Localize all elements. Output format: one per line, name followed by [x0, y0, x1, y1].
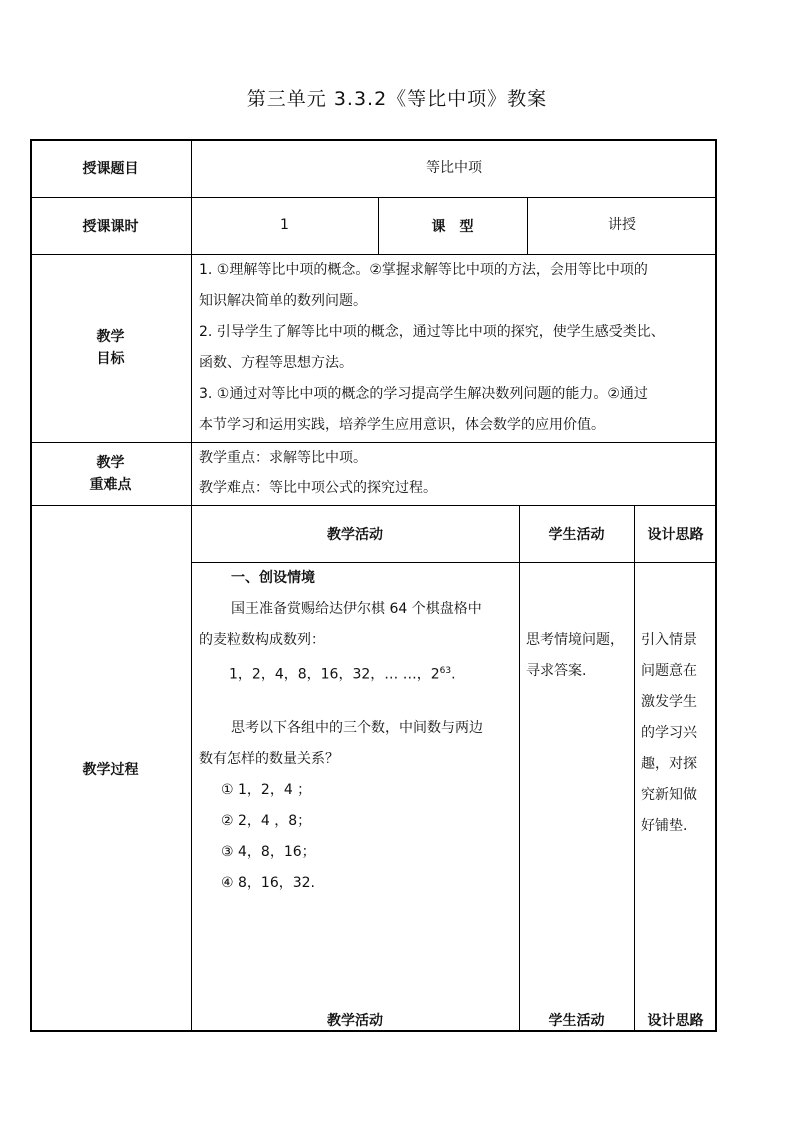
keypoints-label-line: 重难点 — [89, 476, 132, 493]
page-title: 第三单元 3.3.2《等比中项》教案 — [246, 88, 548, 110]
type-value: 讲授 — [608, 217, 636, 233]
design-line: 好铺垫. — [641, 818, 688, 834]
keypoints-label-line: 教学 — [96, 454, 125, 471]
list-item: ③ 4，8，16； — [221, 843, 316, 860]
goals-line: 知识解决简单的数列问题。 — [199, 293, 367, 309]
paragraph-line: 思考以下各组中的三个数，中间数与两边 — [231, 719, 483, 736]
student-activity-header: 学生活动 — [548, 526, 605, 543]
teacher-activity-footer: 教学活动 — [327, 1013, 383, 1029]
design-line: 引入情景 — [641, 632, 697, 648]
goals-text — [199, 255, 715, 441]
design-line: 趣，对探 — [641, 756, 697, 772]
teacher-activity-header: 教学活动 — [327, 526, 383, 543]
paragraph-line: 数有怎样的数量关系？ — [199, 750, 339, 767]
goals-line: 3. ①通过对等比中项的概念的学习提高学生解决数列问题的能力。②通过 — [199, 386, 648, 402]
goals-label-line: 目标 — [96, 351, 125, 367]
student-line: 思考情境问题， — [526, 632, 624, 648]
hours-value: 1 — [280, 217, 289, 233]
topic-label: 授课题目 — [82, 161, 139, 177]
goals-line: 2. 引导学生了解等比中项的概念，通过等比中项的探究，使学生感受类比、 — [199, 324, 665, 340]
list-item: ④ 8，16，32. — [221, 874, 315, 891]
process-label: 教学过程 — [82, 761, 139, 778]
hours-label: 授课课时 — [82, 218, 139, 235]
list-item: ② 2，4 ，8； — [221, 812, 312, 829]
sequence-end: . — [451, 666, 456, 683]
design-line: 问题意在 — [641, 663, 697, 679]
sequence-exponent: 63 — [439, 666, 452, 676]
column-divider — [634, 505, 635, 1032]
design-idea-footer: 设计思路 — [647, 1013, 704, 1029]
teacher-activity-content — [199, 563, 517, 899]
type-label: 课 型 — [431, 218, 474, 235]
column-divider — [191, 139, 192, 1032]
section-heading: 一、创设情境 — [231, 570, 315, 586]
student-activity-footer: 学生活动 — [548, 1013, 605, 1029]
goals-line: 1. ①理解等比中项的概念。②掌握求解等比中项的方法，会用等比中项的 — [199, 262, 648, 278]
sequence-line — [199, 656, 517, 691]
list-item: ① 1，2，4 ； — [221, 781, 312, 798]
goals-line: 本节学习和运用实践，培养学生应用意识，体会数学的应用价值。 — [199, 417, 605, 433]
keypoints-text — [199, 443, 715, 503]
paragraph-line: 国王准备赏赐给达伊尔棋 64 个棋盘格中 — [231, 601, 482, 617]
keypoint-line: 教学重点：求解等比中项。 — [199, 450, 367, 466]
design-line: 究新知做 — [641, 787, 697, 803]
keypoints-label — [30, 442, 191, 505]
goals-line: 函数、方程等思想方法。 — [199, 355, 353, 371]
keypoint-line: 教学难点：等比中项公式的探究过程。 — [199, 480, 437, 496]
sequence-text: 1，2，4，8，16，32，… …，2 — [229, 666, 440, 683]
design-idea-header: 设计思路 — [647, 526, 704, 543]
paragraph-line: 的麦粒数构成数列： — [199, 632, 325, 648]
student-activity-content — [526, 625, 632, 687]
column-divider — [519, 505, 520, 1032]
design-line: 激发学生 — [641, 694, 697, 710]
goals-label — [30, 254, 191, 442]
design-idea-content — [641, 625, 715, 842]
design-line: 的学习兴 — [641, 725, 697, 741]
student-line: 寻求答案. — [526, 663, 587, 679]
topic-value: 等比中项 — [426, 159, 482, 176]
spacer — [199, 691, 517, 713]
goals-label-line: 教学 — [96, 329, 125, 345]
